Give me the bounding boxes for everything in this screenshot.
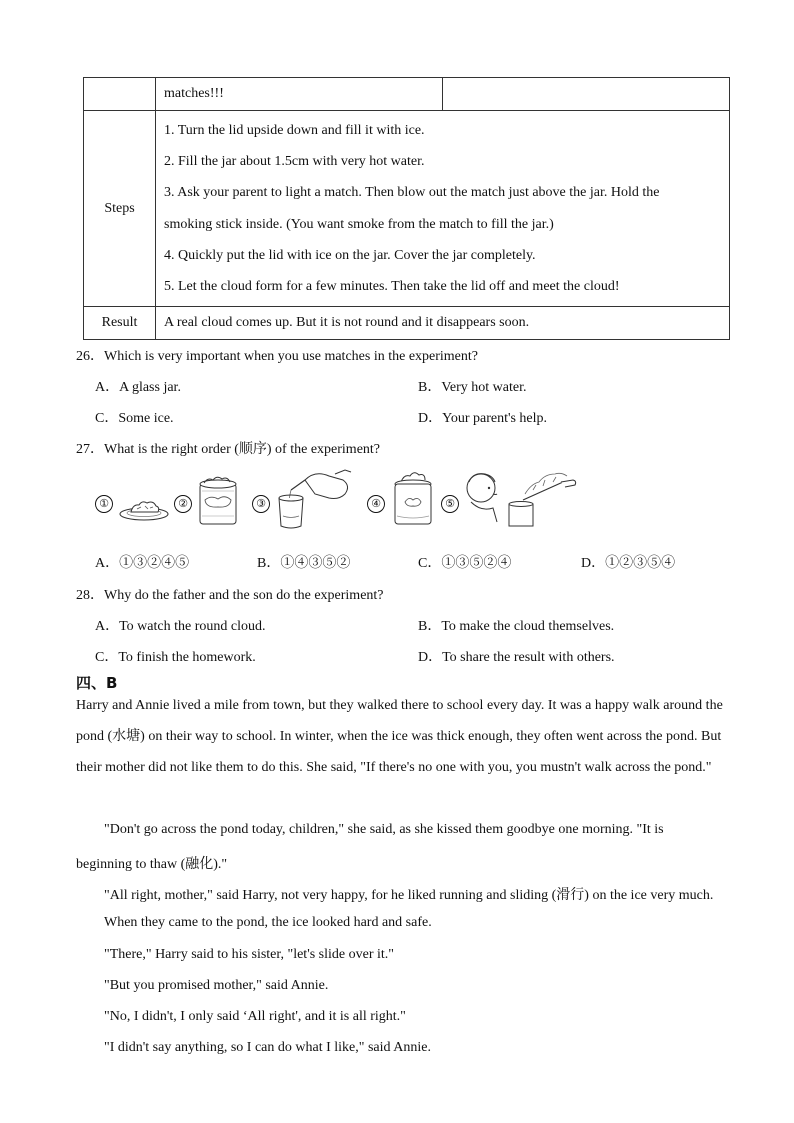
result-text: A real cloud comes up. But it is not round and it disappears soon. [156, 307, 730, 340]
passage-line: "I didn't say anything, so I can do what I like," said Annie. [104, 1040, 431, 1055]
step-line: 4. Quickly put the lid with ice on the jar. Cover the jar completely. [164, 247, 536, 263]
passage-line: "Don't go across the pond today, children," she said, as she kissed them goodbye one morning. "It is [104, 822, 664, 837]
passage-line: beginning to thaw (融化)." [76, 857, 228, 872]
experiment-pictures [95, 468, 585, 530]
q27-option-b: B．①④③⑤② [257, 556, 351, 571]
question-28: 28．Why do the father and the son do the experiment? [76, 588, 384, 603]
table-cell-matches: matches!!! [156, 78, 443, 111]
section-title: 四、B [76, 674, 118, 692]
plate-ice-icon [119, 492, 169, 522]
passage-line: "There," Harry said to his sister, "let's slide over it." [104, 947, 394, 962]
steps-content [156, 111, 730, 307]
table-row-result [84, 307, 730, 340]
jar-cloud-icon [196, 476, 240, 528]
pic-label: ⑤ [441, 495, 459, 513]
q27-option-d: D．①②③⑤④ [581, 556, 676, 571]
passage-paragraph-1: Harry and Annie lived a mile from town, but they walked there to school every day. It was a happy walk around the pond (水塘) on their way to school. In winter, when the ice was thick enough, they often went across the pond. But their mother did not like them to do this. She said, "If there's no one with you, you mustn't walk across the pond." [76, 698, 723, 776]
pic-label: ② [174, 495, 192, 513]
steps-label: Steps [84, 111, 156, 307]
q27-option-a: A．①③②④⑤ [95, 556, 190, 571]
step-line: 3. Ask your parent to light a match. Then blow out the match just above the jar. Hold the [164, 185, 660, 201]
q27-option-c: C．①③⑤②④ [418, 556, 512, 571]
q26-option-b: B．Very hot water. [418, 380, 527, 395]
passage-line: "No, I didn't, I only said ‘All right', and it is all right." [104, 1009, 406, 1024]
table-cell-empty-right [443, 78, 730, 111]
q28-option-d: D．To share the result with others. [418, 650, 615, 665]
table-row [84, 78, 730, 111]
table-row-steps [84, 111, 730, 307]
q26-option-d: D．Your parent's help. [418, 411, 548, 426]
jar-lid-icon [391, 470, 435, 528]
question-27: 27．What is the right order (顺序) of the experiment? [76, 442, 381, 457]
experiment-table [83, 77, 730, 340]
pic-label: ① [95, 495, 113, 513]
passage-line: "All right, mother," said Harry, not very happy, for he liked running and sliding (滑行) on the ice very much. [104, 888, 714, 903]
q26-option-a: A．A glass jar. [95, 380, 181, 395]
q28-option-a: A．To watch the round cloud. [95, 619, 266, 634]
q26-option-c: C．Some ice. [95, 411, 174, 426]
q28-option-b: B．To make the cloud themselves. [418, 619, 615, 634]
passage-line: When they came to the pond, the ice looked hard and safe. [104, 915, 432, 930]
pic-label: ③ [252, 495, 270, 513]
step-line: 5. Let the cloud form for a few minutes. Then take the lid off and meet the cloud! [164, 279, 620, 295]
table-cell-empty [84, 78, 156, 111]
step-line: 2. Fill the jar about 1.5cm with very hot water. [164, 154, 425, 170]
pic-label: ④ [367, 495, 385, 513]
passage-line: "But you promised mother," said Annie. [104, 978, 329, 993]
step-line: smoking stick inside. (You want smoke from the match to fill the jar.) [164, 216, 554, 232]
step-line: 1. Turn the lid upside down and fill it with ice. [164, 123, 425, 138]
pour-water-icon [275, 468, 355, 530]
result-label: Result [84, 307, 156, 340]
question-26: 26．Which is very important when you use matches in the experiment? [76, 349, 479, 364]
q28-option-c: C．To finish the homework. [95, 650, 256, 665]
blow-match-icon [463, 468, 583, 530]
